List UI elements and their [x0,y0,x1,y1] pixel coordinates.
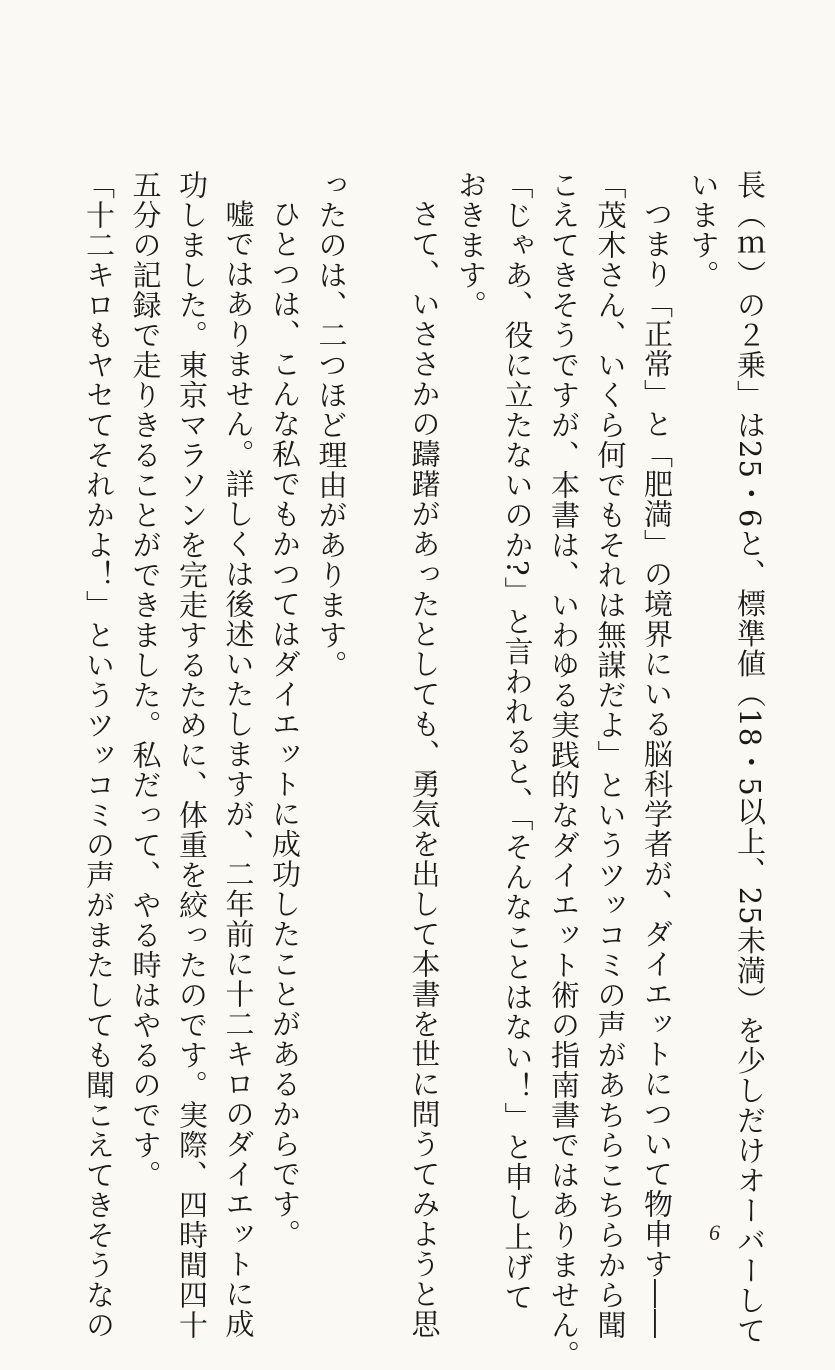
text-column-5: こえてきそうですが、本書は、いわゆる実践的なダイエット術の指南書ではありません。 [547,170,581,1370]
vertical-body-text [73,170,773,1370]
page-number: 6 [709,1220,720,1245]
text-column-13: 五分の記録で走りきることができました。私だって、やる時はやるのです。 [128,170,163,1190]
text-column-7: おきます。 [454,170,488,320]
text-column-9: ったのは、二つほど理由があります。 [314,170,349,680]
text-column-12: 功しました。東京マラソンを完走するために、体重を絞ったのです。実際、四時間四十 [175,170,209,1340]
text-column-11: 嘘ではありません。詳しくは後述いたしますが、二年前に十二キロのダイエットに成 [221,199,256,1339]
text-column-8: さて、いささかの躊躇があったとしても、勇気を出して本書を世に問うてみようと思 [407,199,442,1339]
text-column-3: つまり「正常」と「肥満」の境界にいる脳科学者が、ダイエットについて物申す―― [640,199,674,1339]
text-column-2: います。 [686,170,721,290]
text-column-14: 「十二キロもヤセてそれかよ！」というツッコミの声がまたしても聞こえてきそうなの [82,170,116,1340]
text-column-10: ひとつは、こんな私でもかつてはダイエットに成功したことがあるからです。 [268,199,302,1249]
text-column-6: 「じゃあ、役に立たないのか?」と言われると、「そんなことはない！」と申し上げて [500,170,535,1313]
text-column-4: 「茂木さん、いくら何でもそれは無謀だよ」というツッコミの声があちらこちらから聞 [593,170,628,1340]
text-column-1: 長（ｍ）の２乗」は25・6と、標準値（18・5以上、25未満）を少しだけオーバーして [733,170,767,1346]
